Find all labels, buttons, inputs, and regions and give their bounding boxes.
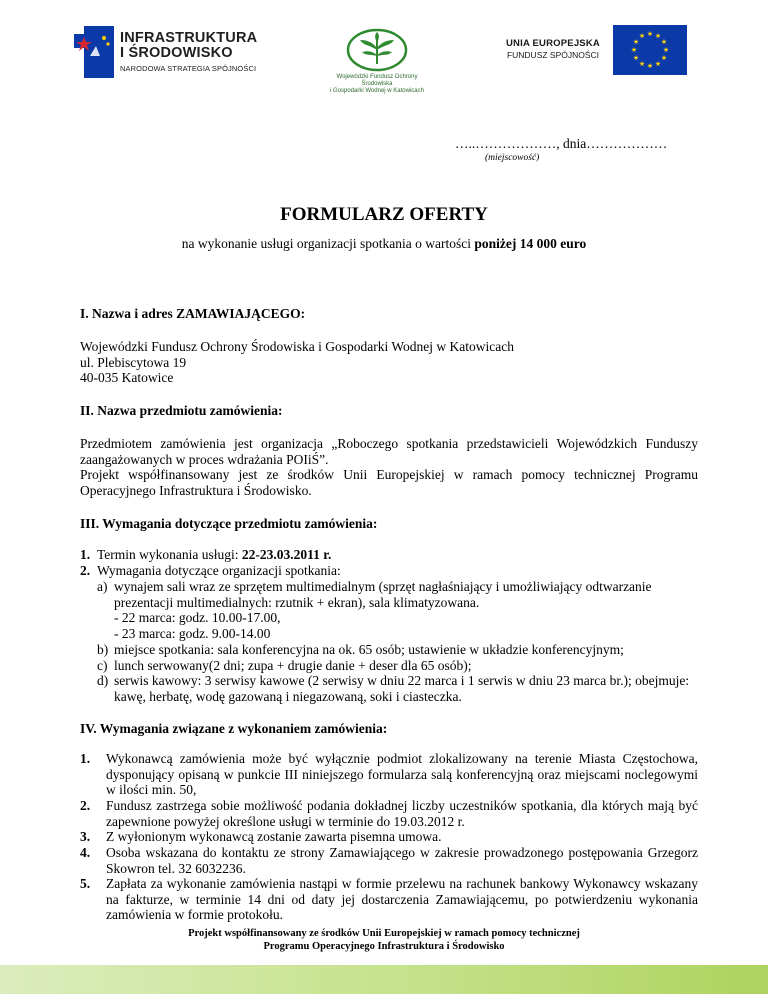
section4-item2-text: Fundusz zastrzega sobie możliwość podania dokładnej liczby uczestników spotkania, dla których mają być zapewnione powyżej określone usługi w terminie do 19.03.2012 r. bbox=[106, 798, 698, 829]
svg-text:★: ★ bbox=[638, 60, 646, 68]
infrastruktura-logo-title bbox=[120, 31, 257, 61]
eu-flag-icon bbox=[613, 25, 687, 75]
item2-text: Wymagania dotyczące organizacji spotkania: bbox=[97, 563, 341, 578]
svg-text:★: ★ bbox=[632, 54, 640, 62]
client-city: 40-035 Katowice bbox=[80, 370, 174, 386]
wfos-leaf-emblem-icon bbox=[346, 28, 408, 72]
item-number: 5. bbox=[80, 876, 91, 891]
svg-text:★: ★ bbox=[654, 60, 662, 68]
infrastruktura-logo bbox=[70, 24, 260, 82]
item-number: 3. bbox=[80, 829, 91, 844]
wfos-logo-text bbox=[322, 74, 432, 95]
section1-heading: I. Nazwa i adres ZAMAWIAJĄCEGO: bbox=[80, 306, 306, 321]
requirement-d bbox=[97, 673, 698, 704]
wfos-logo-line1: Wojewódzki Fundusz Ochrony Środowiska bbox=[336, 74, 418, 87]
place-date-line: …..………………, dnia……………… bbox=[455, 136, 668, 151]
section3-heading: III. Wymagania dotyczące przedmiotu zamówienia: bbox=[80, 516, 378, 531]
svg-text:★: ★ bbox=[632, 38, 640, 46]
section2-heading: II. Nazwa przedmiotu zamówienia: bbox=[80, 403, 283, 418]
item1-label: Termin wykonania usługi: bbox=[97, 547, 242, 562]
svg-text:★: ★ bbox=[646, 62, 654, 70]
list-letter: d) bbox=[97, 673, 109, 688]
section2-paragraph2: Projekt współfinansowany jest ze środków Unii Europejskiej w ramach pomocy technicznej Programu Operacyjnego Infrastruktura i Środowisko. bbox=[80, 467, 698, 498]
item-number: 2. bbox=[80, 798, 91, 813]
subtitle-prefix: na wykonanie usługi organizacji spotkania o wartości bbox=[181, 236, 475, 251]
document-title: FORMULARZ OFERTY bbox=[280, 204, 488, 225]
wfos-logo bbox=[322, 28, 432, 98]
client-street: ul. Plebiscytowa 19 bbox=[80, 354, 187, 370]
client-address bbox=[80, 339, 698, 386]
svg-text:★: ★ bbox=[660, 38, 668, 46]
section3-item2 bbox=[80, 563, 698, 579]
requirement-c-text: lunch serwowany(2 dni; zupa + drugie danie + deser dla 65 osób); bbox=[114, 658, 472, 673]
requirement-b bbox=[97, 642, 698, 658]
item-number: 4. bbox=[80, 845, 91, 860]
section4-item4 bbox=[80, 845, 698, 876]
wfos-logo-line2: i Gospodarki Wodnej w Katowicach bbox=[330, 88, 424, 94]
infra-logo-line2: I ŚRODOWISKO bbox=[120, 45, 233, 61]
section4-item1 bbox=[80, 751, 698, 798]
section3-item1 bbox=[80, 547, 698, 563]
section4-item2 bbox=[80, 798, 698, 829]
section4-item1-text: Wykonawcą zamówienia może być wyłącznie podmiot zlokalizowany na terenie Miasta Częstochowa, dysponujący opisaną w punkcie III niniejszego formularza salą konferencyjną oraz miejscami noclegowymi w ilości min. 50, bbox=[106, 751, 698, 798]
section4-item4-text: Osoba wskazana do kontaktu ze strony Zamawiającego w zakresie prowadzonego postępowania Grzegorz Skowron tel. 32 6032236. bbox=[106, 845, 698, 876]
infra-logo-line1: INFRASTRUKTURA bbox=[120, 30, 258, 46]
section4-heading: IV. Wymagania związane z wykonaniem zamówienia: bbox=[80, 721, 388, 736]
requirement-a-time1: - 22 marca: godz. 10.00-17.00, bbox=[114, 610, 281, 626]
requirement-a bbox=[97, 579, 698, 641]
subtitle-threshold: poniżej 14 000 euro bbox=[474, 236, 587, 251]
document-subtitle bbox=[0, 236, 768, 252]
svg-text:★: ★ bbox=[662, 46, 670, 54]
item-number: 1. bbox=[80, 751, 91, 766]
item-number: 2. bbox=[80, 563, 91, 578]
section4-item3 bbox=[80, 829, 698, 845]
requirement-a-time2: - 23 marca: godz. 9.00-14.00 bbox=[114, 625, 271, 641]
eu-logo-title: UNIA EUROPEJSKA bbox=[506, 38, 600, 49]
list-letter: c) bbox=[97, 658, 108, 673]
requirement-a-text: wynajem sali wraz ze sprzętem multimedialnym (sprzęt nagłaśniający i umożliwiający odtwarzanie prezentacji multimedialnych: rzutnik + ekran), sala klimatyzowana. bbox=[114, 579, 652, 610]
requirement-b-text: miejsce spotkania: sala konferencyjna na ok. 65 osób; ustawienie w układzie konferencyjnym; bbox=[114, 642, 624, 657]
svg-text:★: ★ bbox=[646, 30, 654, 38]
client-name: Wojewódzki Fundusz Ochrony Środowiska i Gospodarki Wodnej w Katowicach bbox=[80, 339, 515, 354]
svg-text:★: ★ bbox=[630, 46, 638, 54]
svg-text:★: ★ bbox=[654, 32, 662, 40]
page-footer bbox=[0, 927, 768, 953]
svg-text:★: ★ bbox=[660, 54, 668, 62]
section4-item5-text: Zapłata za wykonanie zamówienia nastąpi w formie przelewu na rachunek bankowy Wykonawcy wskazany na fakturze, w terminie 14 dni od daty jej dostarczenia Zamawiającemu, po potwierdzeniu wykonania zamówienia w formie protokołu. bbox=[106, 876, 698, 923]
footer-line1: Projekt współfinansowany ze środków Unii Europejskiej w ramach pomocy technicznej bbox=[188, 928, 580, 939]
footer-line2: Programu Operacyjnego Infrastruktura i Środowisko bbox=[263, 941, 505, 952]
item-number: 1. bbox=[80, 547, 91, 562]
eu-logo-subtitle: FUNDUSZ SPÓJNOŚCI bbox=[506, 50, 600, 60]
requirement-c bbox=[97, 658, 698, 674]
place-hint: (miejscowość) bbox=[485, 153, 540, 163]
list-letter: a) bbox=[97, 579, 108, 594]
section4-item5 bbox=[80, 876, 698, 923]
requirement-d-text: serwis kawowy: 3 serwisy kawowe (2 serwisy w dniu 22 marca i 1 serwis w dniu 23 marca br.); obejmuje: kawę, herbatę, wodę gazowaną i niegazowaną, soki i ciasteczka. bbox=[114, 673, 690, 704]
section2-paragraph1: Przedmiotem zamówienia jest organizacja „Roboczego spotkania przedstawicieli Wojewódzkich Funduszy zaangażowanych w proces wdrażania POIiŚ”. bbox=[80, 436, 698, 467]
eu-logo-text bbox=[498, 38, 608, 60]
list-letter: b) bbox=[97, 642, 109, 657]
service-date: 22-23.03.2011 r. bbox=[241, 547, 332, 562]
footer-green-bar bbox=[0, 965, 768, 994]
svg-text:★: ★ bbox=[638, 32, 646, 40]
section4-item3-text: Z wyłonionym wykonawcą zostanie zawarta pisemna umowa. bbox=[106, 829, 442, 844]
infra-logo-subtitle: NARODOWA STRATEGIA SPÓJNOŚCI bbox=[120, 64, 257, 73]
infrastruktura-emblem-icon bbox=[70, 26, 116, 78]
